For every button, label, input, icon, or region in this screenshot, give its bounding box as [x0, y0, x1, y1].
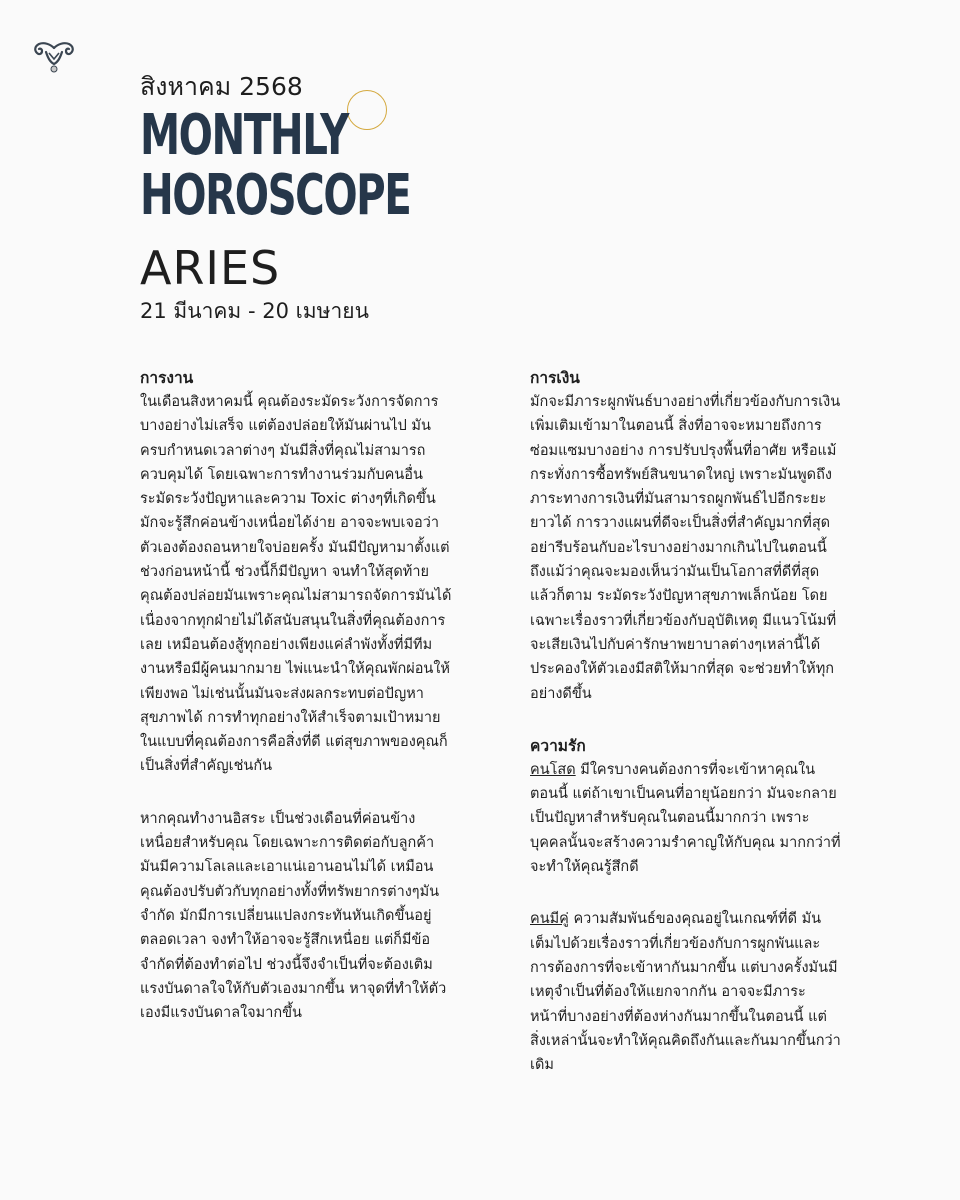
money-title: การเงิน — [530, 369, 580, 387]
work-paragraph-1: ในเดือนสิงหาคมนี้ คุณต้องระมัดระวังการจัดการบางอย่างไม่เสร็จ แต่ต้องปล่อยให้มันผ่านไป มันครบกำหนดเวลาต่างๆ มันมีสิ่งที่คุณไม่สามารถควบคุมได้ โดยเฉพาะการทำงานร่วมกับคนอื่น ระมัดระวังปัญหาและความ Toxic ต่างๆที่เกิดขึ้น มักจะรู้สึกค่อนข้างเหนื่อยได้ง่าย อาจจะพบเจอว่าตัวเองต้องถอนหายใจบ่อยครั้ง มันมีปัญหามาตั้งแต่ช่วงก่อนหน้านี้ ช่วงนี้ก็มีปัญหา จนทำให้สุดท้ายคุณต้องปล่อยมันเพราะคุณไม่สามารถจัดการมันได้ เนื่องจากทุกฝ่ายไม่ได้สนับสนุนในสิ่งที่คุณต้องการเลย เหมือนต้องสู้ทุกอย่างเพียงแค่ลำพังทั้งที่มีทีมงานหรือมีผู้คนมากมาย ไพ่แนะนำให้คุณพักผ่อนให้เพียงพอ ไม่เช่นนั้นมันจะส่งผลกระทบต่อปัญหาสุขภาพได้ การทำทุกอย่างให้สำเร็จตามเป้าหมายในแบบที่คุณต้องการคือสิ่งที่ดี แต่สุขภาพของคุณก็เป็นสิ่งที่สำคัญเช่นกัน — [140, 394, 452, 775]
couple-label: คนมีคู่ — [530, 911, 569, 928]
title-line-1: MONTHLY — [140, 103, 348, 168]
work-paragraph-2: หากคุณทำงานอิสระ เป็นช่วงเดือนที่ค่อนข้างเหนื่อยสำหรับคุณ โดยเฉพาะการติดต่อกับลูกค้า มันมีความโลเลและเอาแน่เอานอนไม่ได้ เหมือนคุณต้องปรับตัวกับทุกอย่างทั้งที่ทรัพยากรต่างๆมันจำกัด มักมีการเปลี่ยนแปลงกระทันหันเกิดขึ้นอยู่ตลอดเวลา จงทำให้อาจจะรู้สึกเหนื่อย แต่ก็มีข้อจำกัดที่ต้องทำต่อไป ช่วงนี้จึงจำเป็นที่จะต้องเติมแรงบันดาลใจให้กับตัวเองมากขึ้น หาจุดที่ทำให้ตัวเองมีแรงบันดาลใจมากขึ้น — [140, 810, 447, 1022]
right-column — [530, 366, 842, 1077]
love-single — [530, 758, 842, 879]
zodiac-sign: ARIES — [140, 241, 281, 295]
title-block — [140, 103, 516, 228]
single-label: คนโสด — [530, 761, 576, 778]
love-section — [530, 734, 842, 1078]
love-couple — [530, 907, 842, 1077]
work-title: การงาน — [140, 369, 194, 387]
money-paragraph: มักจะมีภาระผูกพันธ์บางอย่างที่เกี่ยวข้องกับการเงินเพิ่มเติมเข้ามาในตอนนี้ สิ่งที่อาจจะหมายถึงการซ่อมแซมบางอย่าง การปรับปรุงพื้นที่อาศัย หรือแม้กระทั่งการซื้อทรัพย์สินขนาดใหญ่ เพราะมันพูดถึงภาระทางการเงินที่มันสามารถผูกพันธ์ไปอีกระยะยาวได้ การวางแผนที่ดีจะเป็นสิ่งที่สำคัญมากที่สุด อย่ารีบร้อนกับอะไรบางอย่างมากเกินไปในตอนนี้ ถึงแม้ว่าคุณจะมองเห็นว่ามันเป็นโอกาสที่ดีที่สุดแล้วก็ตาม ระมัดระวังปัญหาสุขภาพเล็กน้อย โดยเฉพาะเรื่องราวที่เกี่ยวข้องกับอุบัติเหตุ มีแนวโน้มที่จะเสียเงินไปกับค่ารักษาพยาบาลต่างๆเหล่านี้ได้ ประคองให้ตัวเองมีสติให้มากที่สุด จะช่วยทำให้ทุกอย่างดีขึ้น — [530, 394, 841, 702]
work-section — [140, 366, 452, 1025]
single-text: มีใครบางคนต้องการที่จะเข้าหาคุณในตอนนี้ แต่ถ้าเขาเป็นคนที่อายุน้อยกว่า มันจะกลายเป็นปัญหาสำหรับคุณในตอนนี้มากกว่า เพราะบุคคลนั้นจะสร้างความรำคาญให้กับคุณ มากกว่าที่จะทำให้คุณรู้สึกดี — [530, 761, 841, 876]
header — [140, 70, 303, 104]
ram-head-logo-icon — [30, 40, 78, 80]
love-title: ความรัก — [530, 736, 586, 755]
month-year: สิงหาคม 2568 — [140, 72, 303, 101]
zodiac-dates: 21 มีนาคม - 20 เมษายน — [140, 299, 369, 323]
money-section — [530, 366, 842, 706]
title-line-2: HOROSCOPE — [140, 163, 411, 228]
couple-text: ความสัมพันธ์ของคุณอยู่ในเกณฑ์ที่ดี มันเต็มไปด้วยเรื่องราวที่เกี่ยวข้องกับการผูกพันและการต้องการที่จะเข้าหากันมากขึ้น แต่บางครั้งมันมีเหตุจำเป็นที่ต้องให้แยกจากกัน อาจจะมีภาระหน้าที่บางอย่างที่ต้องห่างกันมากขึ้นในตอนนี้ แต่สิ่งเหล่านั้นจะทำให้คุณคิดถึงกันและกันมากขึ้นกว่าเดิม — [530, 911, 841, 1074]
